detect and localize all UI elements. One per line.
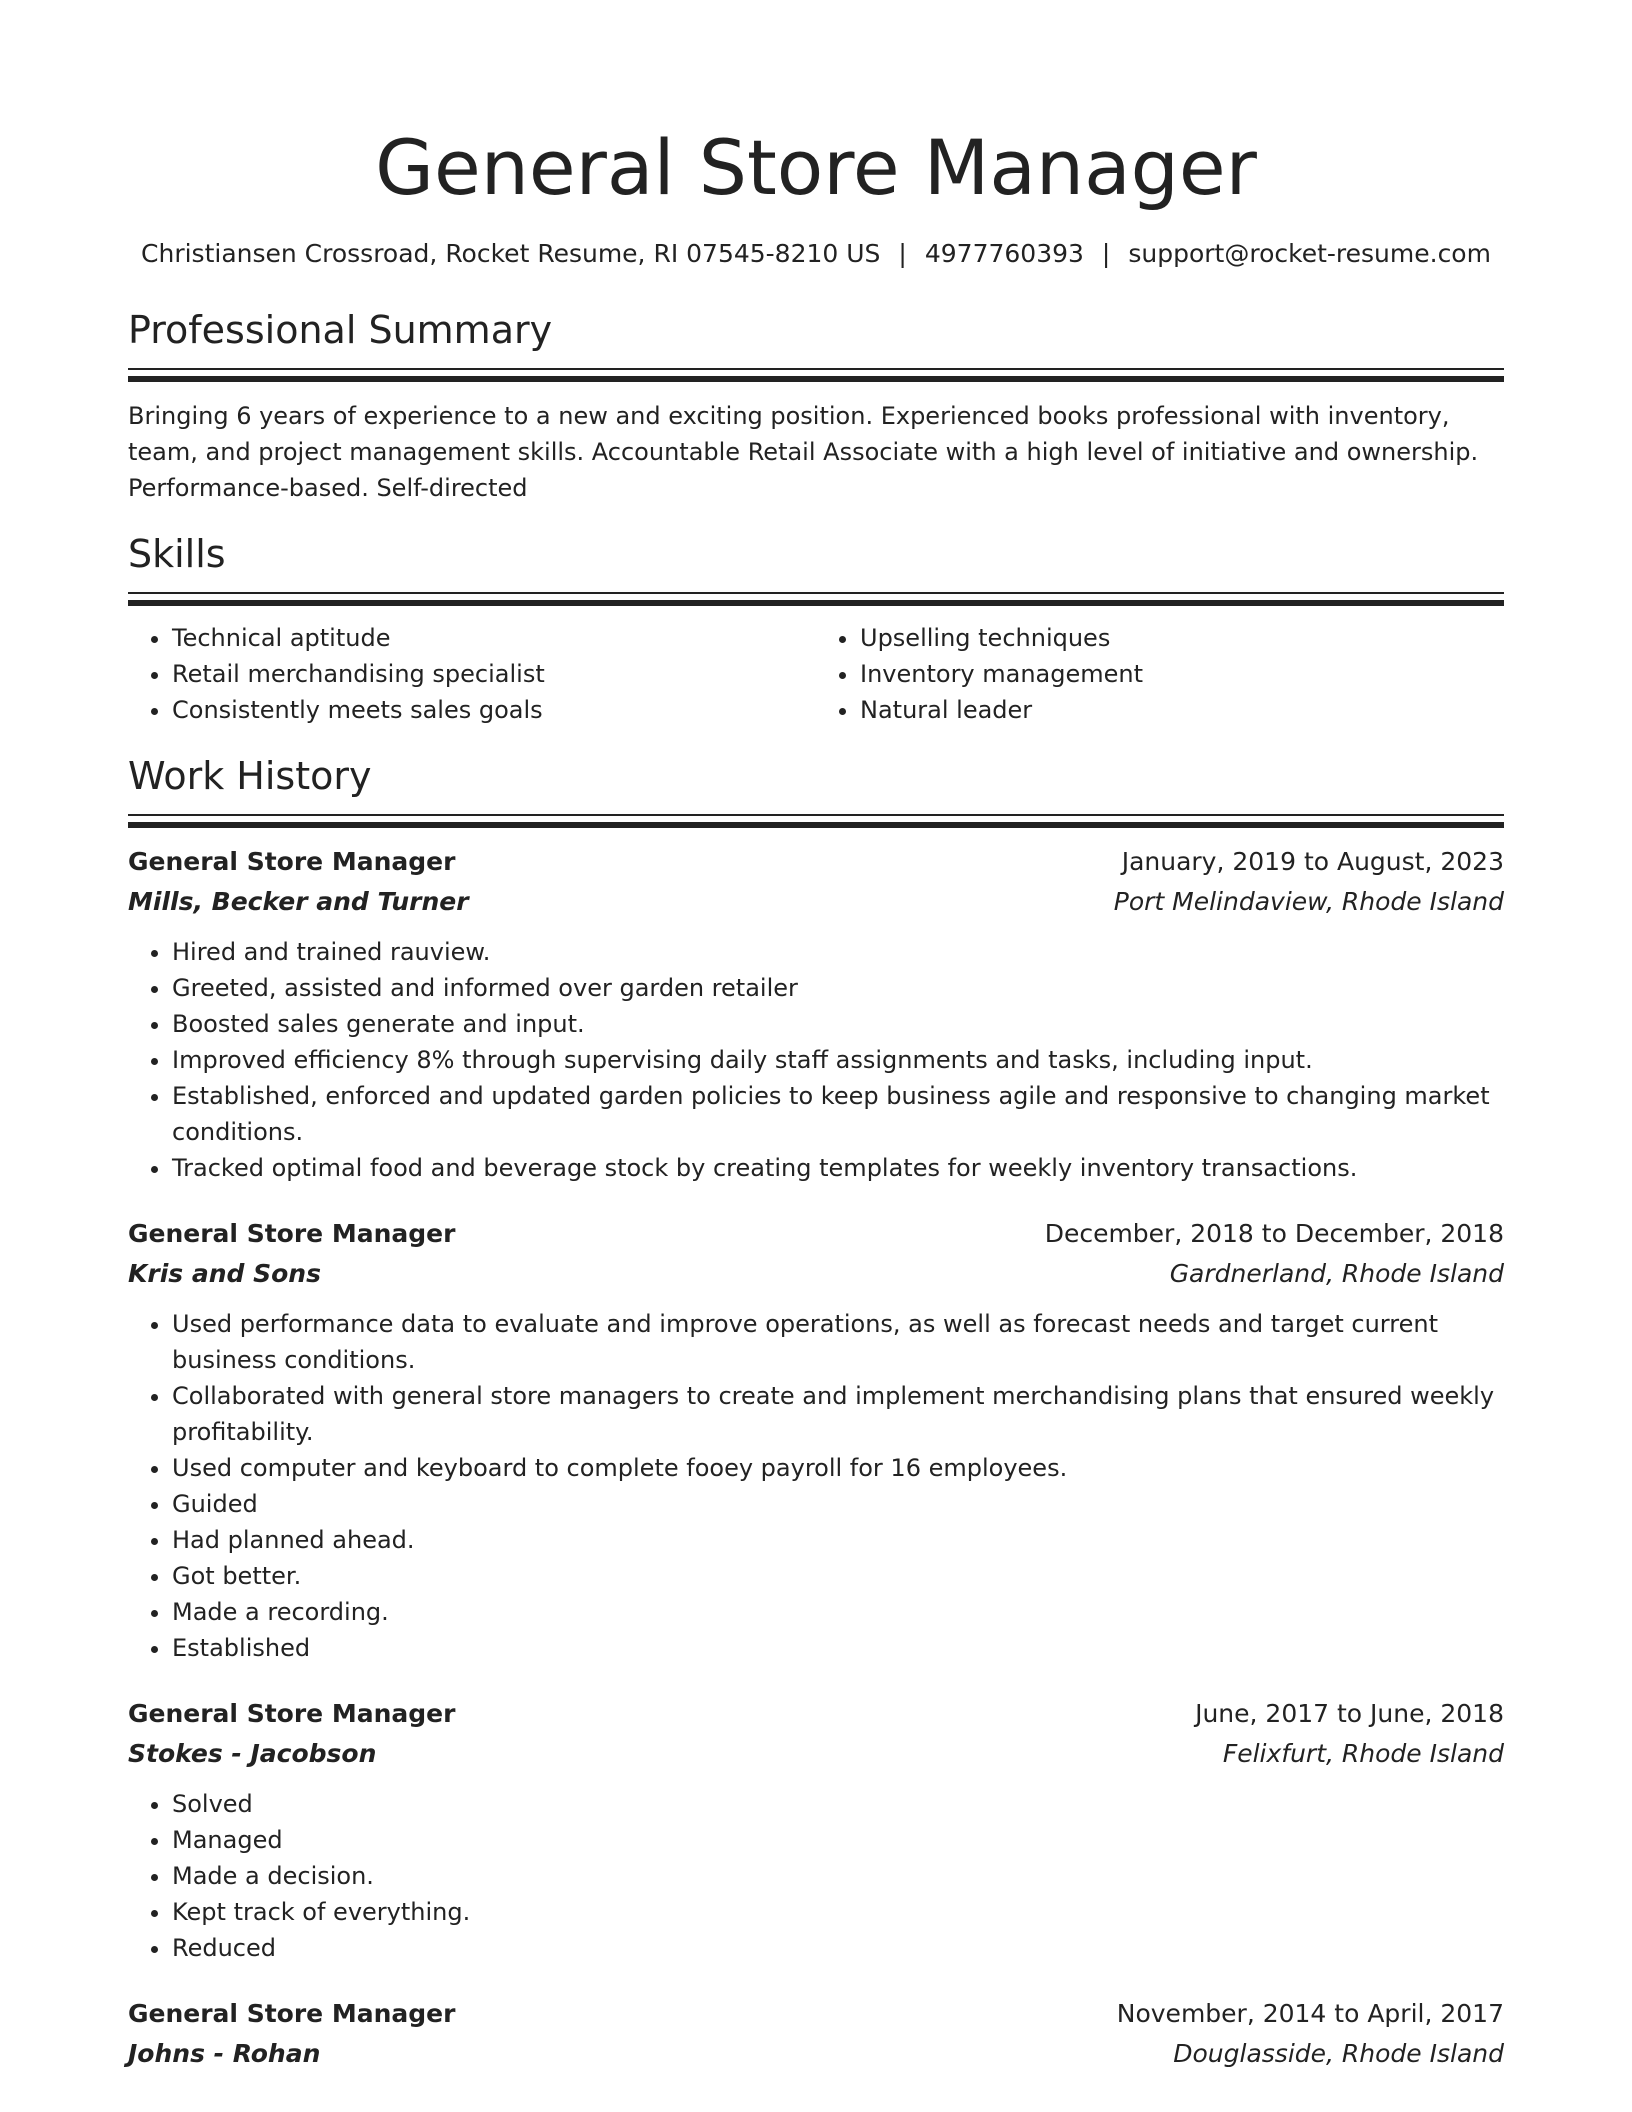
- job-bullets: [128, 1306, 1504, 1666]
- contact-address: Christiansen Crossroad, Rocket Resume, RI 07545-8210 US: [141, 239, 881, 268]
- summary-section: [128, 306, 1504, 506]
- job-bullet: • Boosted sales generate and input.: [172, 1006, 1504, 1042]
- summary-heading: Professional Summary: [128, 308, 553, 352]
- job-company: Mills, Becker and Turner: [128, 887, 469, 916]
- job-bullet: • Made a recording.: [172, 1594, 1504, 1630]
- skill-item: • Retail merchandising specialist: [172, 656, 816, 692]
- job-bullet: • Used computer and keyboard to complete fooey payroll for 16 employees.: [172, 1450, 1504, 1486]
- job-company: Stokes - Jacobson: [128, 1739, 377, 1768]
- section-divider: [128, 368, 1504, 382]
- job-dates: June, 2017 to June, 2018: [1195, 1699, 1504, 1728]
- job-bullet: • Made a decision.: [172, 1858, 1504, 1894]
- job-bullet: • Improved efficiency 8% through supervising daily staff assignments and tasks, including input.: [172, 1042, 1504, 1078]
- contact-separator: |: [1101, 239, 1111, 268]
- skill-item: • Upselling techniques: [860, 620, 1504, 656]
- job-bullet: • Got better.: [172, 1558, 1504, 1594]
- skills-grid: [128, 620, 1504, 728]
- contact-line: [128, 236, 1504, 272]
- job-bullet: • Managed: [172, 1822, 1504, 1858]
- job-bullet: • Hired and trained rauview.: [172, 934, 1504, 970]
- job-location: Felixfurt, Rhode Island: [1222, 1739, 1504, 1768]
- job-dates: November, 2014 to April, 2017: [1116, 1999, 1504, 2028]
- contact-separator: |: [898, 239, 907, 268]
- job-bullet: • Guided: [172, 1486, 1504, 1522]
- work-history-section: [128, 752, 1504, 2074]
- job-bullet: • Collaborated with general store managers to create and implement merchandising plans that ensured weekly profitability.: [172, 1378, 1504, 1450]
- job-title: General Store Manager: [128, 1699, 456, 1728]
- job-entry: [128, 1994, 1504, 2074]
- job-bullet: • Greeted, assisted and informed over garden retailer: [172, 970, 1504, 1006]
- job-bullet: • Established: [172, 1630, 1504, 1666]
- skill-item: • Consistently meets sales goals: [172, 692, 816, 728]
- job-location: Gardnerland, Rhode Island: [1169, 1259, 1504, 1288]
- job-entry: [128, 1694, 1504, 1966]
- job-company: Johns - Rohan: [128, 2039, 321, 2068]
- job-bullets: [128, 1786, 1504, 1966]
- job-company: Kris and Sons: [128, 1259, 321, 1288]
- job-entry: [128, 1214, 1504, 1666]
- resume-title: General Store Manager: [375, 123, 1257, 212]
- contact-phone: 4977760393: [924, 239, 1084, 268]
- skills-heading: Skills: [128, 532, 226, 576]
- job-bullet: • Used performance data to evaluate and improve operations, as well as forecast needs and target current business conditions.: [172, 1306, 1504, 1378]
- job-bullets: [128, 934, 1504, 1186]
- job-bullet: • Reduced: [172, 1930, 1504, 1966]
- job-bullet: • Solved: [172, 1786, 1504, 1822]
- skills-section: [128, 530, 1504, 728]
- section-divider: [128, 592, 1504, 606]
- contact-email[interactable]: support@rocket-resume.com: [1128, 239, 1491, 268]
- skills-list-left: [128, 620, 816, 728]
- job-title: General Store Manager: [128, 1999, 456, 2028]
- job-location: Douglasside, Rhode Island: [1173, 2039, 1504, 2068]
- work-history-heading: Work History: [128, 754, 372, 798]
- job-dates: January, 2019 to August, 2023: [1121, 847, 1504, 876]
- summary-text: Bringing 6 years of experience to a new and exciting position. Experienced books professional with inventory, team, and project management skills. Accountable Retail Associate with a high level of initiative and ownership. Performance-based. Self-directed: [128, 402, 1479, 502]
- job-bullet: • Kept track of everything.: [172, 1894, 1504, 1930]
- job-title: General Store Manager: [128, 1219, 456, 1248]
- skills-list-right: [816, 620, 1504, 728]
- job-title: General Store Manager: [128, 847, 456, 876]
- section-divider: [128, 814, 1504, 828]
- job-entry: [128, 842, 1504, 1186]
- job-bullet: • Tracked optimal food and beverage stock by creating templates for weekly inventory transactions.: [172, 1150, 1504, 1186]
- job-bullet: • Established, enforced and updated garden policies to keep business agile and responsive to changing market conditions.: [172, 1078, 1504, 1150]
- skill-item: • Inventory management: [860, 656, 1504, 692]
- job-bullet: • Had planned ahead.: [172, 1522, 1504, 1558]
- skill-item: • Natural leader: [860, 692, 1504, 728]
- job-dates: December, 2018 to December, 2018: [1044, 1219, 1504, 1248]
- job-location: Port Melindaview, Rhode Island: [1113, 887, 1504, 916]
- skill-item: • Technical aptitude: [172, 620, 816, 656]
